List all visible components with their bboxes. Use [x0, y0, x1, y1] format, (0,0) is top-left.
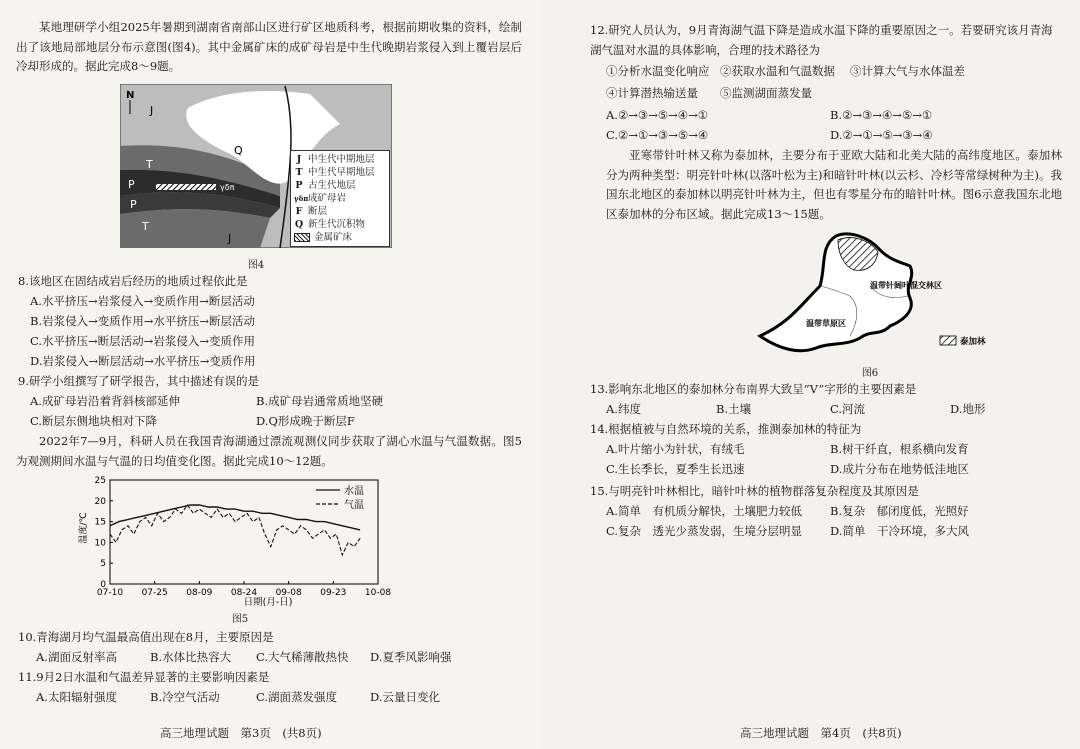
q8-option-c: C.水平挤压→断层活动→岩浆侵入→变质作用 — [30, 334, 255, 348]
q9-option-a: A.成矿母岩沿着背斜核部延伸 — [30, 394, 180, 408]
q10-option-c: C.大气稀薄散热快 — [256, 650, 349, 664]
q12-stem: 12.研究人员认为，9月青海湖气温下降是造成水温下降的重要原因之一。若要研究该月青海湖气温对水温的具体影响，合理的技术路径为 — [590, 23, 1053, 57]
x-tick-label: 08-24 — [230, 588, 258, 598]
legend-Q: Q 新生代沉积物 — [294, 219, 366, 230]
legend-taiga-swatch — [940, 336, 956, 345]
label-grassland: 温带草原区 — [806, 319, 846, 328]
legend-ore: 金属矿床 — [294, 231, 386, 244]
figure-5-caption: 图5 — [231, 614, 249, 625]
q10-option-b: B.水体比热容大 — [150, 650, 232, 664]
q8-stem: 8.该地区在固结成岩后经历的地质过程依此是 — [18, 274, 248, 288]
north-arrow: N — [126, 90, 135, 101]
y-tick-label: 10 — [94, 538, 106, 549]
y-tick-label: 5 — [100, 559, 106, 570]
q13-stem: 13.影响东北地区的泰加林分布南界大致呈“V”字形的主要因素是 — [590, 382, 917, 396]
legend-rock: γδπ 成矿母岩 — [294, 193, 347, 204]
label-T-lower: T — [142, 220, 149, 233]
page-4-footer: 高三地理试题 第4页 (共8页) — [740, 726, 902, 740]
q12-option-a: A.②→③→⑤→④→① — [606, 108, 709, 122]
q12-step-5: ⑤监测湖面蒸发量 — [720, 86, 812, 100]
q12-option-b: B.②→③→④→⑤→① — [830, 108, 933, 122]
q12-step-3: ③计算大气与水体温差 — [850, 64, 965, 78]
q9-stem: 9.研学小组撰写了研学报告，其中描述有误的是 — [18, 374, 259, 388]
q12-option-c: C.②→①→③→⑤→④ — [606, 128, 709, 142]
chart-ylabel: 温度/℃ — [79, 512, 89, 544]
chart-lines — [110, 505, 360, 555]
q14-option-b: B.树干纤直，根系横向发育 — [830, 442, 969, 456]
q12-step-4: ④计算潜热输送量 — [606, 86, 698, 100]
q13-option-c: C.河流 — [830, 402, 866, 416]
q13-option-a: A.纬度 — [606, 402, 641, 416]
q10-stem: 10.青海湖月均气温最高值出现在8月，主要原因是 — [18, 630, 274, 644]
page-4 — [540, 0, 1080, 749]
q8-option-a: A.水平挤压→岩浆侵入→变质作用→断层活动 — [30, 294, 255, 308]
intro-paragraph-1: 某地理研学小组2025年暑期到湖南省南部山区进行矿区地质科考，根据前期收集的资料，绘制出了该地局部地层分布示意图(图4)。其中金属矿床的成矿母岩是中生代晚期岩浆侵入到上覆岩层后冷却形成的。据此完成8～9题。 — [16, 20, 522, 73]
q11-stem: 11.9月2日水温和气温差异显著的主要影响因素是 — [18, 670, 270, 684]
q15-option-a: A.简单 有机质分解快，土壤肥力较低 — [606, 504, 802, 518]
q10-option-a: A.湖面反射率高 — [36, 650, 117, 664]
legend-taiga-label: 泰加林 — [960, 337, 986, 347]
label-J-top: J — [150, 104, 154, 117]
chart-legend — [316, 484, 364, 511]
q14-stem: 14.根据植被与自然环境的关系，推测泰加林的特征为 — [590, 422, 862, 436]
y-tick-label: 20 — [94, 496, 106, 507]
chart-frame — [110, 480, 378, 584]
legend-label-0: 水温 — [344, 486, 364, 497]
legend-T: T 中生代早期地层 — [295, 167, 375, 178]
q14-option-c: C.生长季长，夏季生长迅速 — [606, 462, 745, 476]
q8-option-d: D.岩浆侵入→断层活动→水平挤压→变质作用 — [30, 354, 256, 368]
q9-option-b: B.成矿母岩通常质地坚硬 — [256, 394, 384, 408]
figure-6-map — [720, 226, 1030, 366]
label-T-upper: T — [146, 158, 153, 171]
legend-F: F 断层 — [295, 206, 328, 217]
figure-6-caption: 图6 — [861, 368, 879, 379]
y-tick-label: 25 — [94, 476, 106, 486]
figure-4-legend — [290, 150, 390, 247]
q12-step-1: ①分析水温变化响应 — [606, 64, 710, 78]
legend-label-1: 气温 — [344, 500, 364, 511]
q13-option-b: B.土壤 — [716, 402, 752, 416]
q14-option-a: A.叶片缩小为针状，有绒毛 — [606, 442, 745, 456]
intro-paragraph-2: 2022年7—9月，科研人员在我国青海湖通过漂流观测仪同步获取了湖心水温与气温数据。图5为观测期间水温与气温的日均值变化图。据此完成10～12题。 — [16, 434, 522, 468]
q9-option-c: C.断层东侧地块相对下降 — [30, 414, 158, 428]
y-tick-label: 15 — [94, 517, 106, 528]
chart-xlabel: 日期(月-日) — [243, 597, 293, 608]
x-tick-label: 10-08 — [364, 588, 392, 598]
series-line-air-temp — [110, 505, 360, 555]
q9-option-d: D.Q形成晚于断层F — [256, 414, 355, 428]
q15-stem: 15.与明亮针叶林相比，暗针叶林的植物群落复杂程度及其原因是 — [590, 484, 919, 498]
hatch-swatch-icon — [294, 233, 310, 242]
label-mixed-forest: 温带针阔叶混交林区 — [870, 281, 942, 290]
label-J-bottom: J — [228, 232, 232, 245]
q11-option-c: C.湖面蒸发强度 — [256, 690, 338, 704]
q15-option-b: B.复杂 郁闭度低，光照好 — [830, 504, 969, 518]
q12-option-d: D.②→①→⑤→③→④ — [830, 128, 933, 142]
x-tick-label: 09-23 — [320, 588, 347, 598]
legend-P: P 古生代地层 — [295, 180, 356, 191]
label-rock: γδπ — [220, 183, 235, 192]
q10-option-d: D.夏季风影响强 — [370, 650, 452, 664]
label-P-upper: P — [128, 178, 135, 191]
legend-J: J 中生代中期地层 — [296, 154, 375, 165]
q15-option-d: D.简单 干冷环境，多大风 — [830, 524, 969, 538]
q11-option-d: D.云量日变化 — [370, 690, 440, 704]
label-Q: Q — [234, 144, 243, 157]
q11-option-b: B.冷空气活动 — [150, 690, 220, 704]
x-tick-label: 07-25 — [141, 588, 168, 598]
q8-option-b: B.岩浆侵入→变质作用→水平挤压→断层活动 — [30, 314, 256, 328]
intro-paragraph-3: 亚寒带针叶林又称为泰加林，主要分布于亚欧大陆和北美大陆的高纬度地区。泰加林分为两种类型：明亮针叶林(以落叶松为主)和暗针叶林(以云杉、冷杉等常绿树种为主)。我国东北地区的泰加林以明亮针叶林为主，但也有零星分布的暗针叶林。图6示意我国东北地区泰加林的分布区域。据此完成13～15题。 — [606, 148, 1062, 221]
label-P-lower: P — [130, 198, 137, 211]
x-tick-label: 07-10 — [96, 588, 124, 598]
series-line-water-temp — [110, 505, 360, 530]
q15-option-c: C.复杂 透光少蒸发弱，生境分层明显 — [606, 524, 803, 538]
figure-5-chart — [78, 474, 408, 609]
page-3-footer: 高三地理试题 第3页 (共8页) — [160, 726, 322, 740]
q13-option-d: D.地形 — [950, 402, 986, 416]
y-tick-label: 0 — [100, 580, 106, 590]
x-tick-label: 08-09 — [186, 588, 213, 598]
q12-step-2: ②获取水温和气温数据 — [720, 64, 835, 78]
x-tick-label: 09-08 — [275, 588, 302, 598]
q14-option-d: D.成片分布在地势低洼地区 — [830, 462, 969, 476]
figure-4-caption: 图4 — [247, 260, 265, 271]
q11-option-a: A.太阳辐射强度 — [36, 690, 117, 704]
